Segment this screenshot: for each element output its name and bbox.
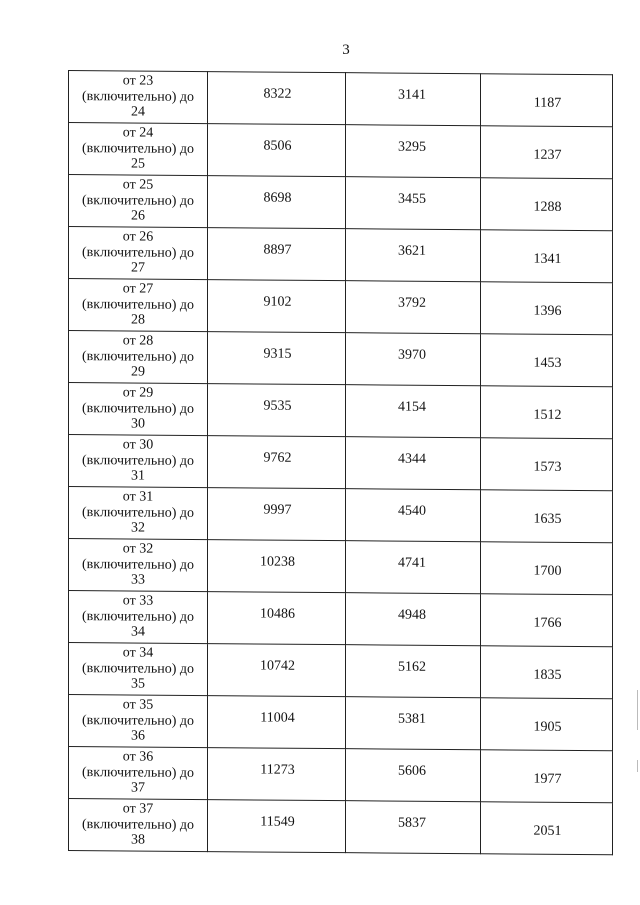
range-label-to: 38 [131, 832, 145, 848]
table-row [69, 71, 613, 127]
scan-artifact [637, 760, 638, 772]
table-row [69, 175, 613, 231]
value-cell-b [346, 229, 481, 282]
table-row [69, 383, 613, 439]
value-c: 1288 [533, 199, 562, 215]
range-label-incl: (включительно) до [82, 452, 194, 469]
range-label-from: от 29 [122, 385, 154, 401]
range-label-incl: (включительно) до [82, 608, 194, 625]
range-label-from: от 34 [122, 645, 154, 661]
range-label-to: 36 [131, 728, 145, 744]
range-label-cell [69, 227, 208, 280]
range-label-from: от 30 [122, 437, 154, 453]
range-label-incl: (включительно) до [82, 88, 194, 105]
value-c: 1187 [533, 95, 562, 111]
range-label-cell [69, 747, 208, 800]
value-cell-b [346, 489, 481, 542]
value-cell-b [346, 801, 481, 854]
value-b: 5606 [398, 763, 426, 779]
range-label-incl: (включительно) до [82, 712, 194, 729]
value-c: 1396 [533, 303, 562, 319]
range-label-to: 33 [131, 572, 145, 588]
range-label-cell [69, 383, 208, 436]
table-row [69, 695, 613, 751]
value-c: 1700 [533, 563, 562, 579]
value-c: 1977 [533, 771, 562, 787]
value-cell-c [481, 750, 613, 803]
table-row [69, 591, 613, 647]
value-b: 3455 [398, 191, 426, 207]
value-b: 3621 [398, 243, 426, 259]
value-c: 1835 [533, 667, 562, 683]
range-label-cell [69, 123, 208, 176]
value-c: 1237 [533, 147, 562, 163]
value-a: 8698 [263, 190, 292, 206]
range-label-cell [69, 799, 208, 852]
range-label-to: 29 [131, 364, 145, 380]
data-table [68, 70, 613, 855]
range-label-incl: (включительно) до [82, 244, 194, 261]
value-cell-c [481, 230, 613, 283]
range-label-from: от 23 [122, 73, 154, 89]
value-a: 9102 [263, 294, 292, 310]
range-label-cell [69, 175, 208, 228]
value-cell-a [208, 800, 346, 853]
value-cell-c [481, 594, 613, 647]
value-cell-c [481, 178, 613, 231]
range-label-from: от 25 [122, 177, 154, 193]
range-label-cell [69, 435, 208, 488]
scan-artifact [637, 690, 638, 730]
range-label-cell [69, 591, 208, 644]
range-label-to: 28 [131, 312, 145, 328]
value-cell-a [208, 540, 346, 593]
value-cell-c [481, 542, 613, 595]
value-c: 1573 [533, 459, 562, 475]
range-label-incl: (включительно) до [82, 348, 194, 365]
range-label-to: 26 [131, 208, 145, 224]
value-a: 10486 [260, 606, 295, 622]
value-a: 11273 [260, 762, 295, 778]
table-row [69, 435, 613, 491]
value-cell-c [481, 698, 613, 751]
value-a: 9315 [263, 346, 292, 362]
value-cell-a [208, 384, 346, 437]
value-a: 8506 [263, 138, 292, 154]
range-label-from: от 33 [122, 593, 154, 609]
value-cell-c [481, 438, 613, 491]
value-cell-a [208, 488, 346, 541]
value-a: 11004 [260, 710, 295, 726]
value-c: 1905 [533, 719, 562, 735]
value-b: 4741 [398, 555, 426, 571]
range-label-cell [69, 487, 208, 540]
range-label-from: от 28 [122, 333, 154, 349]
value-cell-b [346, 73, 481, 126]
range-label-incl: (включительно) до [82, 660, 194, 677]
value-b: 5381 [398, 711, 426, 727]
range-label-incl: (включительно) до [82, 504, 194, 521]
value-b: 5837 [398, 815, 426, 831]
range-label-cell [69, 539, 208, 592]
value-cell-b [346, 541, 481, 594]
table-row [69, 799, 613, 855]
value-c: 1512 [533, 407, 562, 423]
value-cell-a [208, 748, 346, 801]
range-label-to: 30 [131, 416, 145, 432]
value-cell-b [346, 749, 481, 802]
value-cell-a [208, 176, 346, 229]
value-cell-a [208, 696, 346, 749]
value-cell-b [346, 385, 481, 438]
range-label-to: 35 [131, 676, 145, 692]
value-cell-a [208, 436, 346, 489]
value-cell-a [208, 280, 346, 333]
value-cell-b [346, 333, 481, 386]
value-cell-a [208, 228, 346, 281]
value-b: 4154 [398, 399, 426, 415]
table-row [69, 279, 613, 335]
value-cell-b [346, 593, 481, 646]
value-cell-b [346, 437, 481, 490]
range-label-from: от 26 [122, 229, 154, 245]
value-cell-a [208, 124, 346, 177]
range-label-to: 27 [131, 260, 145, 276]
value-b: 3970 [398, 347, 426, 363]
range-label-from: от 37 [122, 801, 154, 817]
range-label-to: 31 [131, 468, 145, 484]
range-label-incl: (включительно) до [82, 556, 194, 573]
table-row [69, 123, 613, 179]
range-label-incl: (включительно) до [82, 140, 194, 157]
value-b: 4344 [398, 451, 426, 467]
value-cell-c [481, 126, 613, 179]
range-label-incl: (включительно) до [82, 192, 194, 209]
range-label-incl: (включительно) до [82, 296, 194, 313]
value-cell-c [481, 386, 613, 439]
range-label-to: 34 [131, 624, 145, 640]
range-label-from: от 36 [122, 749, 154, 765]
value-b: 5162 [398, 659, 426, 675]
value-c: 1635 [533, 511, 562, 527]
value-cell-a [208, 644, 346, 697]
value-cell-c [481, 334, 613, 387]
range-label-cell [69, 71, 208, 124]
value-a: 9762 [263, 450, 292, 466]
table-row [69, 331, 613, 387]
value-b: 3141 [398, 87, 426, 103]
table-row [69, 539, 613, 595]
value-b: 4540 [398, 503, 426, 519]
table-body [69, 71, 613, 855]
table-row [69, 227, 613, 283]
data-table-container [68, 70, 608, 855]
value-cell-b [346, 645, 481, 698]
range-label-from: от 27 [122, 281, 154, 297]
range-label-to: 25 [131, 156, 145, 172]
range-label-incl: (включительно) до [82, 816, 194, 833]
table-row [69, 643, 613, 699]
value-a: 8322 [263, 86, 292, 102]
value-cell-b [346, 177, 481, 230]
value-a: 8897 [263, 242, 292, 258]
range-label-incl: (включительно) до [82, 400, 194, 417]
value-cell-b [346, 697, 481, 750]
value-a: 11549 [260, 814, 295, 830]
value-cell-c [481, 802, 613, 855]
range-label-to: 37 [131, 780, 145, 796]
value-a: 9535 [263, 398, 292, 414]
value-cell-c [481, 74, 613, 127]
value-c: 2051 [533, 823, 562, 839]
value-c: 1341 [533, 251, 562, 267]
value-a: 10238 [260, 554, 295, 570]
range-label-from: от 31 [122, 489, 154, 505]
range-label-cell [69, 643, 208, 696]
value-c: 1766 [533, 615, 562, 631]
value-cell-c [481, 490, 613, 543]
value-cell-a [208, 332, 346, 385]
value-cell-a [208, 592, 346, 645]
value-cell-b [346, 281, 481, 334]
table-row [69, 747, 613, 803]
value-b: 4948 [398, 607, 426, 623]
value-a: 9997 [263, 502, 292, 518]
value-cell-c [481, 282, 613, 335]
value-b: 3295 [398, 139, 426, 155]
range-label-cell [69, 279, 208, 332]
value-b: 3792 [398, 295, 426, 311]
range-label-from: от 35 [122, 697, 154, 713]
table-row [69, 487, 613, 543]
range-label-incl: (включительно) до [82, 764, 194, 781]
value-a: 10742 [260, 658, 295, 674]
range-label-cell [69, 695, 208, 748]
range-label-from: от 24 [122, 125, 154, 141]
value-cell-b [346, 125, 481, 178]
range-label-from: от 32 [122, 541, 154, 557]
value-cell-a [208, 72, 346, 125]
range-label-to: 32 [131, 520, 145, 536]
range-label-cell [69, 331, 208, 384]
range-label-to: 24 [131, 104, 145, 120]
value-c: 1453 [533, 355, 562, 371]
value-cell-c [481, 646, 613, 699]
page-number: 3 [342, 42, 350, 58]
